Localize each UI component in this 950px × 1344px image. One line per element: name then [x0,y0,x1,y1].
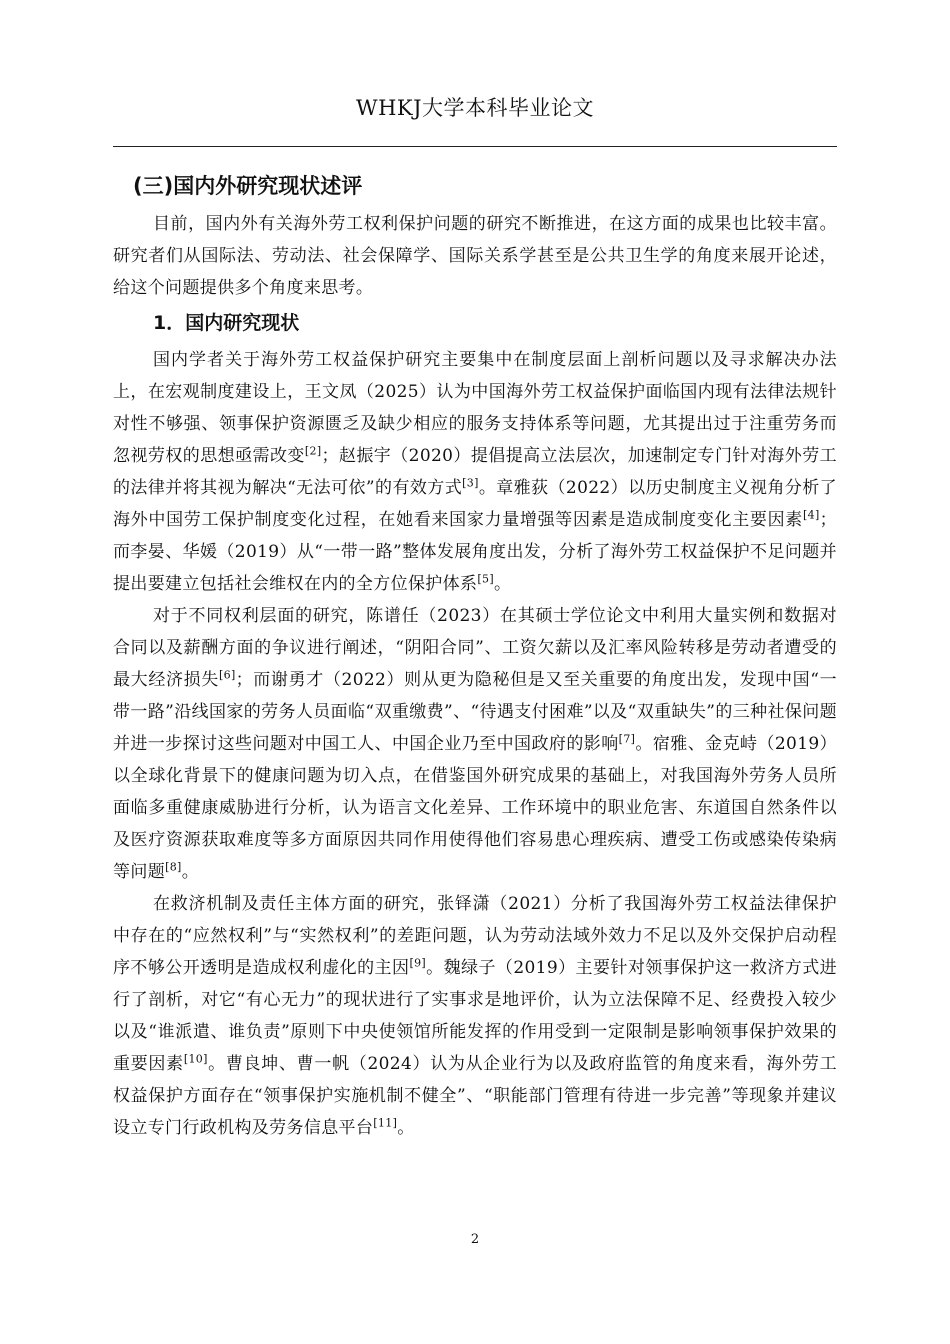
citation-marker: [6] [218,668,236,682]
citation-marker: [10] [183,1052,208,1066]
body-paragraph-3 [113,888,837,1144]
page-body [113,168,837,1144]
citation-marker: [7] [618,732,636,746]
citation-marker: [8] [165,860,182,874]
paragraph-text: ；赵振宇（2020）提倡提高立法层次，加速制定专门针对海外劳工的法律并将其视为解决“无法可依”的有效方式 [113,446,837,498]
paragraph-text: 。章雅荻（2022）以历史制度主义视角分析了海外中国劳工保护制度变化过程，在她看来国家力量增强等因素是造成制度变化主要因素 [113,478,838,530]
running-header: WHKJ大学本科毕业论文 [355,96,594,120]
section-heading: (三)国内外研究现状述评 [133,174,363,198]
subsection-heading: 1．国内研究现状 [153,312,300,334]
paragraph-text: 。宿雅、金克峙（2019）以全球化背景下的健康问题为切入点，在借鉴国外研究成果的基础上，对我国海外劳务人员所面临多重健康威胁进行分析，认为语言文化差异、工作环境中的职业危害、东道国自然条件以及医疗资源获取难度等多方面原因共同作用使得他们容易患心理疾病、遭受工伤或感染传染病等问题 [113,734,837,882]
paragraph-text: ；而李晏、华媛（2019）从“一带一路”整体发展角度出发，分析了海外劳工权益保护不足问题并提出要建立包括社会维权在内的全方位保护体系 [113,510,837,594]
body-paragraph-1 [113,344,837,600]
page-number: 2 [470,1232,480,1247]
paragraph-text: 在救济机制及责任主体方面的研究，张铎潇（2021）分析了我国海外劳工权益法律保护中存在的“应然权利”与“实然权利”的差距问题，认为劳动法域外效力不足以及外交保护启动程序不够公开透明是造成权利虚化的主因 [113,894,837,978]
intro-paragraph: 目前，国内外有关海外劳工权利保护问题的研究不断推进，在这方面的成果也比较丰富。研究者们从国际法、劳动法、社会保障学、国际关系学甚至是公共卫生学的角度来展开论述，给这个问题提供多个角度来思考。 [113,214,837,298]
citation-marker: [2] [304,444,322,458]
paragraph-text: 。 [494,574,512,594]
paragraph-text: 对于不同权利层面的研究，陈谱任（2023）在其硕士学位论文中利用大量实例和数据对合同以及薪酬方面的争议进行阐述，“阴阳合同”、工资欠薪以及汇率风险转移是劳动者遭受的最大经济损失 [113,606,837,690]
citation-marker: [9] [409,956,427,970]
paragraph-text: ；而谢勇才（2022）则从更为隐秘但是又至关重要的角度出发，发现中国“一带一路”沿线国家的劳务人员面临“双重缴费”、“待遇支付困难”以及“双重缺失”的三种社保问题并进一步探讨这些问题对中国工人、中国企业乃至中国政府的影响 [113,670,837,754]
citation-marker: [11] [373,1116,398,1130]
paragraph-text: 。 [181,862,200,882]
paragraph-text: 。曹良坤、曹一帆（2024）认为从企业行为以及政府监管的角度来看，海外劳工权益保护方面存在“领事保护实施机制不健全”、“职能部门管理有待进一步完善”等现象并建议设立专门行政机构及劳务信息平台 [113,1054,837,1138]
citation-marker: [5] [477,572,494,586]
paragraph-text: 。魏绿子（2019）主要针对领事保护这一救济方式进行了剖析，对它“有心无力”的现状进行了实事求是地评价，认为立法保障不足、经费投入较少以及“谁派遣、谁负责”原则下中央使领馆所能发挥的作用受到一定限制是影响领事保护效果的重要因素 [113,958,838,1074]
header-divider [113,146,837,147]
paragraph-text: 。 [397,1118,415,1138]
paragraph-text: 国内学者关于海外劳工权益保护研究主要集中在制度层面上剖析问题以及寻求解决办法上，在宏观制度建设上，王文凤（2025）认为中国海外劳工权益保护面临国内现有法律法规针对性不够强、领事保护资源匮乏及缺少相应的服务支持体系等问题，尤其提出过于注重劳务而忽视劳权的思想亟需改变 [113,350,837,466]
citation-marker: [4] [803,508,820,522]
citation-marker: [3] [462,476,479,490]
body-paragraph-2 [113,600,837,888]
